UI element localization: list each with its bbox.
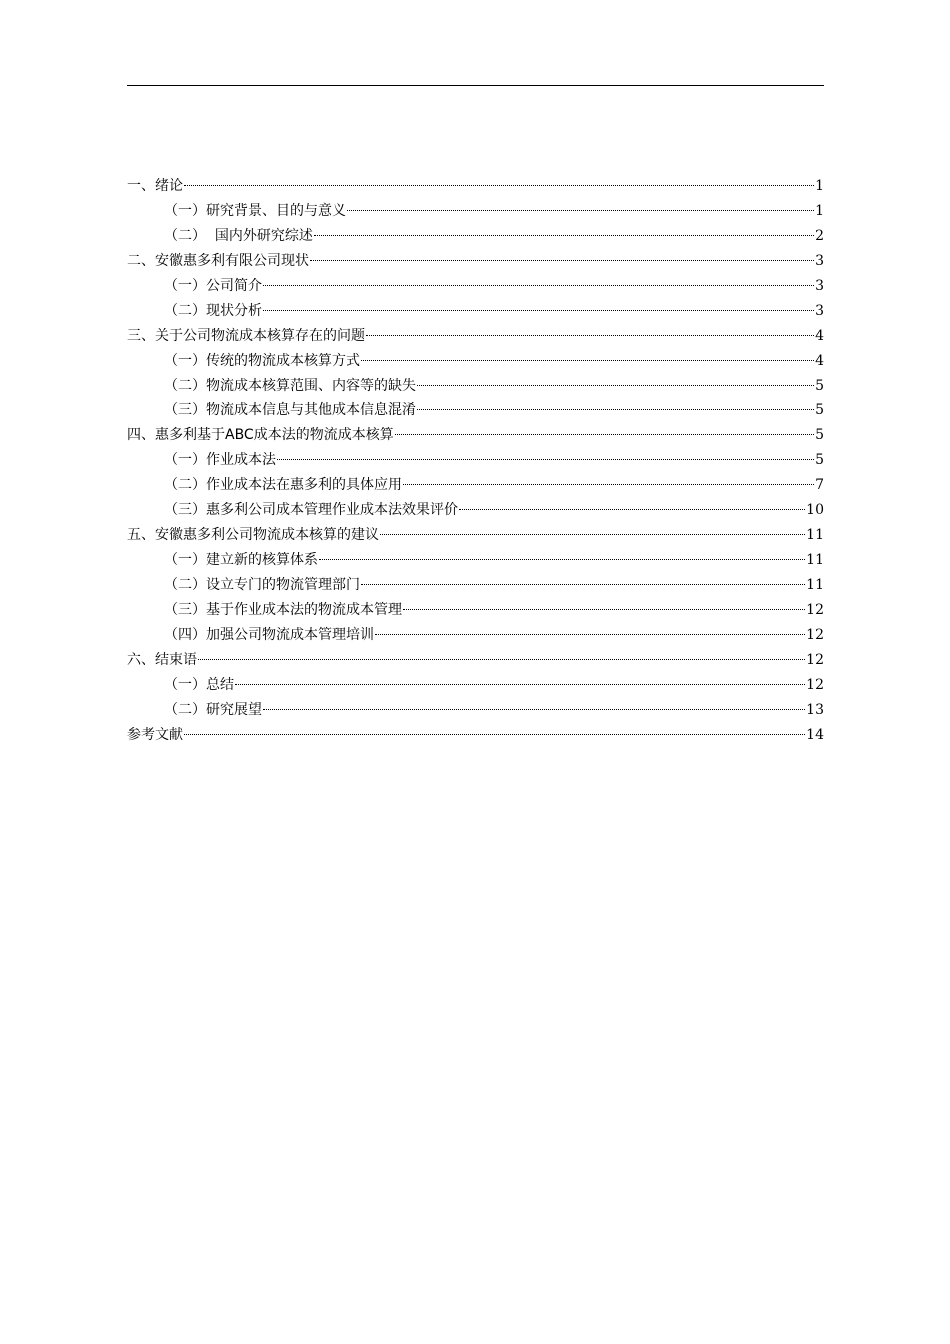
toc-entry-title: （二）研究展望 (164, 701, 262, 718)
toc-page-number: 12 (806, 651, 824, 668)
toc-entry (127, 299, 824, 324)
toc-entry-title: （二）物流成本核算范围、内容等的缺失 (164, 377, 416, 394)
toc-entry (127, 598, 824, 623)
toc-dot-leader (361, 584, 805, 585)
toc-dot-leader (184, 185, 814, 186)
toc-entry-title: 三、关于公司物流成本核算存在的问题 (127, 327, 365, 344)
toc-dot-leader (235, 684, 805, 685)
header-rule (127, 85, 824, 86)
toc-entry-title: 一、绪论 (127, 178, 183, 194)
toc-dot-leader (380, 534, 805, 535)
toc-entry (127, 573, 824, 598)
toc-entry (127, 723, 824, 748)
toc-entry (127, 224, 824, 249)
toc-page-number: 5 (815, 377, 824, 394)
toc-dot-leader (198, 659, 805, 660)
toc-entry (127, 648, 824, 673)
toc-page-number: 3 (815, 277, 824, 294)
toc-page-number: 11 (806, 552, 824, 569)
toc-page-number: 2 (815, 227, 824, 244)
toc-entry (127, 698, 824, 723)
toc-page-number: 12 (806, 626, 824, 643)
toc-dot-leader (263, 709, 805, 710)
toc-dot-leader (263, 310, 814, 311)
toc-page-number: 4 (815, 327, 824, 344)
toc-page-number: 11 (806, 577, 824, 593)
toc-entry-title: （一）传统的物流成本核算方式 (164, 352, 360, 369)
toc-page-number: 7 (815, 477, 824, 494)
toc-entry-title: （三）基于作业成本法的物流成本管理 (164, 601, 402, 618)
toc-dot-leader (314, 235, 814, 236)
toc-page-number: 3 (815, 302, 824, 319)
toc-page-number: 5 (815, 402, 824, 419)
toc-dot-leader (417, 409, 814, 410)
toc-dot-leader (277, 459, 814, 460)
toc-dot-leader (403, 484, 814, 485)
toc-entry (127, 548, 824, 573)
toc-page-number: 5 (815, 427, 824, 444)
toc-entry (127, 498, 824, 523)
toc-entry-title: （一）建立新的核算体系 (164, 552, 318, 569)
toc-dot-leader (263, 285, 814, 286)
toc-entry-title: （二）作业成本法在惠多利的具体应用 (164, 477, 402, 494)
toc-entry-title: 五、安徽惠多利公司物流成本核算的建议 (127, 527, 379, 544)
toc-dot-leader (361, 360, 814, 361)
toc-entry-title: （二）设立专门的物流管理部门 (164, 577, 360, 593)
toc-entry (127, 473, 824, 498)
toc-dot-leader (459, 509, 805, 510)
toc-dot-leader (395, 434, 814, 435)
toc-entry-title: （一）作业成本法 (164, 452, 276, 469)
toc-dot-leader (347, 210, 814, 211)
toc-entry-title: （三）物流成本信息与其他成本信息混淆 (164, 402, 416, 419)
toc-entry-title: （三）惠多利公司成本管理作业成本法效果评价 (164, 502, 458, 519)
toc-dot-leader (310, 260, 814, 261)
toc-entry (127, 523, 824, 548)
toc-entry (127, 199, 824, 224)
toc-entry (127, 423, 824, 448)
toc-page-number: 12 (806, 601, 824, 618)
toc-entry (127, 623, 824, 648)
toc-entry-title: （一）总结 (164, 676, 234, 693)
toc-page-number: 5 (815, 452, 824, 469)
toc-entry (127, 249, 824, 274)
toc-dot-leader (403, 609, 805, 610)
toc-entry (127, 349, 824, 374)
toc-page-number: 1 (815, 178, 824, 194)
toc-page-number: 11 (806, 527, 824, 544)
table-of-contents (127, 174, 824, 748)
toc-entry-title: （一）公司简介 (164, 277, 262, 294)
toc-entry-title: 二、安徽惠多利有限公司现状 (127, 252, 309, 269)
toc-entry (127, 398, 824, 423)
toc-page-number: 4 (815, 352, 824, 369)
toc-entry-title: 六、结束语 (127, 651, 197, 668)
toc-page-number: 10 (806, 502, 824, 519)
toc-dot-leader (417, 385, 814, 386)
toc-dot-leader (375, 634, 805, 635)
toc-entry-title: 参考文献 (127, 726, 183, 743)
toc-page-number: 3 (815, 252, 824, 269)
toc-entry (127, 324, 824, 349)
toc-dot-leader (319, 559, 805, 560)
toc-entry (127, 673, 824, 698)
toc-entry-title: 四、惠多利基于ABC成本法的物流成本核算 (127, 427, 394, 444)
toc-page-number: 1 (815, 202, 824, 219)
toc-entry (127, 274, 824, 299)
toc-dot-leader (184, 734, 805, 735)
toc-dot-leader (366, 335, 814, 336)
toc-entry-title: （二）现状分析 (164, 302, 262, 319)
toc-entry (127, 174, 824, 199)
toc-page-number: 14 (806, 726, 824, 743)
toc-entry (127, 374, 824, 399)
toc-page-number: 12 (806, 676, 824, 693)
toc-entry-title: （一）研究背景、目的与意义 (164, 202, 346, 219)
toc-entry-title: （二） 国内外研究综述 (164, 227, 313, 244)
toc-entry-title: （四）加强公司物流成本管理培训 (164, 626, 374, 643)
toc-entry (127, 448, 824, 473)
toc-page-number: 13 (806, 701, 824, 718)
